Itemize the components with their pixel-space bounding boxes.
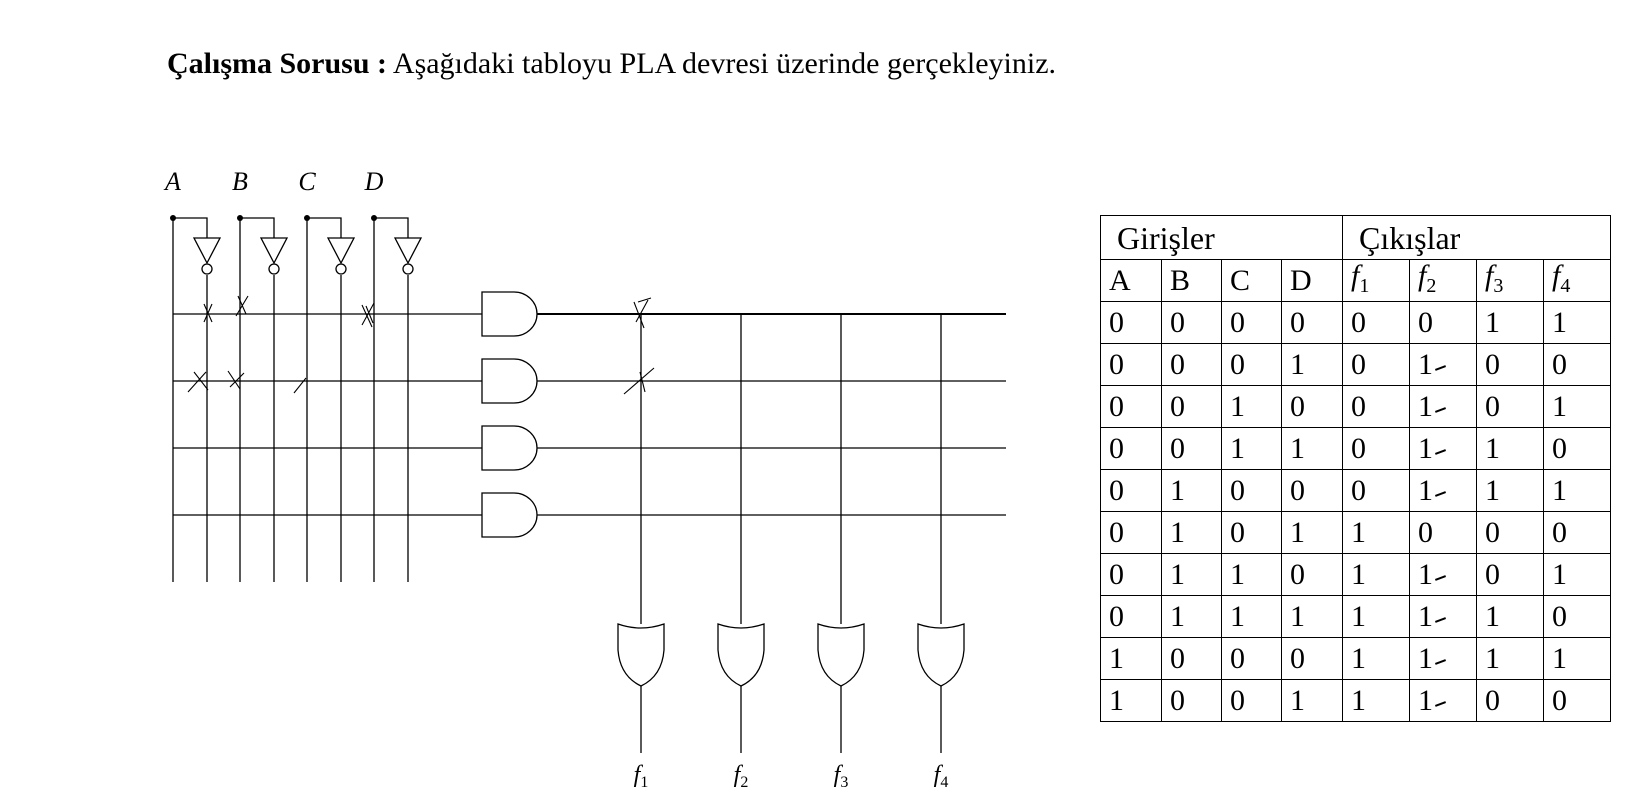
cell-d: 1	[1282, 596, 1343, 638]
cell-f3: 0	[1477, 554, 1544, 596]
cell-f3: 1	[1477, 302, 1544, 344]
cell-f1: 0	[1343, 302, 1410, 344]
table-row	[1101, 470, 1611, 512]
cell-f3: 1	[1477, 596, 1544, 638]
handwritten-mark	[1433, 487, 1449, 499]
cell-f2: 1	[1410, 344, 1477, 386]
col-header-a: A	[1101, 260, 1162, 302]
cell-f2: 1	[1410, 638, 1477, 680]
cell-f2: 0	[1410, 512, 1477, 554]
cell-f4: 1	[1544, 554, 1611, 596]
cell-f1: 0	[1343, 470, 1410, 512]
cell-f4: 1	[1544, 470, 1611, 512]
cell-d: 1	[1282, 428, 1343, 470]
table-group-header-row	[1101, 216, 1611, 260]
cell-b: 0	[1162, 344, 1222, 386]
cell-b: 1	[1162, 596, 1222, 638]
cell-c: 0	[1222, 344, 1282, 386]
cell-f2: 1	[1410, 428, 1477, 470]
table-row	[1101, 344, 1611, 386]
truth-table	[1100, 215, 1611, 722]
cell-a: 0	[1101, 428, 1162, 470]
cell-d: 0	[1282, 386, 1343, 428]
cell-b: 0	[1162, 638, 1222, 680]
cell-f3: 0	[1477, 386, 1544, 428]
output-label-f4: $f_4$	[933, 762, 949, 791]
inputs-group-header: Girişler	[1101, 216, 1343, 260]
cell-f1: 1	[1343, 596, 1410, 638]
cell-f2: 0	[1410, 302, 1477, 344]
cell-c: 0	[1222, 512, 1282, 554]
handwritten-mark	[1433, 445, 1449, 457]
handwritten-mark	[1433, 697, 1449, 709]
cell-f4: 1	[1544, 386, 1611, 428]
outputs-group-header: Çıkışlar	[1343, 216, 1611, 260]
cell-f4: 1	[1544, 302, 1611, 344]
cell-c: 1	[1222, 596, 1282, 638]
table-row	[1101, 638, 1611, 680]
table-row	[1101, 302, 1611, 344]
cell-d: 1	[1282, 680, 1343, 722]
cell-f2: 1	[1410, 554, 1477, 596]
cell-c: 1	[1222, 428, 1282, 470]
table-row	[1101, 554, 1611, 596]
cell-f1: 0	[1343, 386, 1410, 428]
handwritten-mark	[1433, 403, 1449, 415]
cell-a: 1	[1101, 680, 1162, 722]
cell-b: 0	[1162, 428, 1222, 470]
cell-d: 0	[1282, 554, 1343, 596]
col-header-f3: $f_3$	[1477, 260, 1544, 302]
table-row	[1101, 428, 1611, 470]
cell-f1: 1	[1343, 554, 1410, 596]
cell-b: 0	[1162, 302, 1222, 344]
cell-f1: 1	[1343, 638, 1410, 680]
output-label-f2: $f_2$	[733, 762, 749, 791]
cell-b: 0	[1162, 680, 1222, 722]
col-header-b: B	[1162, 260, 1222, 302]
col-header-d: D	[1282, 260, 1343, 302]
cell-d: 1	[1282, 344, 1343, 386]
cell-f4: 0	[1544, 680, 1611, 722]
cell-f1: 0	[1343, 344, 1410, 386]
cell-a: 0	[1101, 302, 1162, 344]
cell-f2: 1	[1410, 386, 1477, 428]
table-row	[1101, 596, 1611, 638]
cell-c: 1	[1222, 386, 1282, 428]
output-label-f3: $f_3$	[833, 762, 849, 791]
input-label-b: B	[232, 167, 248, 196]
input-label-d: D	[364, 167, 384, 196]
table-row	[1101, 680, 1611, 722]
cell-a: 1	[1101, 638, 1162, 680]
cell-c: 0	[1222, 302, 1282, 344]
cell-f4: 0	[1544, 428, 1611, 470]
cell-a: 0	[1101, 344, 1162, 386]
output-label-f1: $f_1$	[633, 762, 649, 791]
table-row	[1101, 386, 1611, 428]
cell-f1: 1	[1343, 512, 1410, 554]
cell-c: 0	[1222, 638, 1282, 680]
table-row	[1101, 512, 1611, 554]
cell-b: 1	[1162, 554, 1222, 596]
input-label-c: C	[298, 167, 316, 196]
cell-c: 0	[1222, 470, 1282, 512]
cell-f3: 0	[1477, 344, 1544, 386]
cell-a: 0	[1101, 386, 1162, 428]
cell-d: 1	[1282, 512, 1343, 554]
cell-a: 0	[1101, 470, 1162, 512]
handwritten-mark	[1433, 571, 1449, 583]
col-header-c: C	[1222, 260, 1282, 302]
cell-f3: 0	[1477, 512, 1544, 554]
cell-f2: 1	[1410, 680, 1477, 722]
cell-c: 1	[1222, 554, 1282, 596]
cell-b: 0	[1162, 386, 1222, 428]
cell-f1: 1	[1343, 680, 1410, 722]
cell-a: 0	[1101, 596, 1162, 638]
cell-f1: 0	[1343, 428, 1410, 470]
cell-a: 0	[1101, 512, 1162, 554]
title-bold: Çalışma Sorusu :	[167, 47, 388, 80]
cell-f4: 0	[1544, 344, 1611, 386]
handwritten-mark	[1433, 613, 1449, 625]
col-header-f4: $f_4$	[1544, 260, 1611, 302]
cell-d: 0	[1282, 470, 1343, 512]
cell-f3: 1	[1477, 638, 1544, 680]
truth-table-body	[1101, 302, 1611, 722]
cell-f4: 1	[1544, 638, 1611, 680]
cell-b: 1	[1162, 470, 1222, 512]
cell-f3: 0	[1477, 680, 1544, 722]
table-column-header-row	[1101, 260, 1611, 302]
cell-c: 0	[1222, 680, 1282, 722]
cell-f2: 1	[1410, 596, 1477, 638]
handwritten-mark	[1433, 655, 1449, 667]
cell-f4: 0	[1544, 596, 1611, 638]
cell-f3: 1	[1477, 428, 1544, 470]
cell-a: 0	[1101, 554, 1162, 596]
title-text: Aşağıdaki tabloyu PLA devresi üzerinde gerçekleyiniz.	[392, 47, 1057, 80]
cell-b: 1	[1162, 512, 1222, 554]
cell-f3: 1	[1477, 470, 1544, 512]
cell-d: 0	[1282, 638, 1343, 680]
cell-f2: 1	[1410, 470, 1477, 512]
col-header-f1: $f_1$	[1343, 260, 1410, 302]
col-header-f2: $f_2$	[1410, 260, 1477, 302]
cell-d: 0	[1282, 302, 1343, 344]
handwritten-mark	[1433, 361, 1449, 373]
cell-f4: 0	[1544, 512, 1611, 554]
input-label-a: A	[165, 167, 181, 196]
